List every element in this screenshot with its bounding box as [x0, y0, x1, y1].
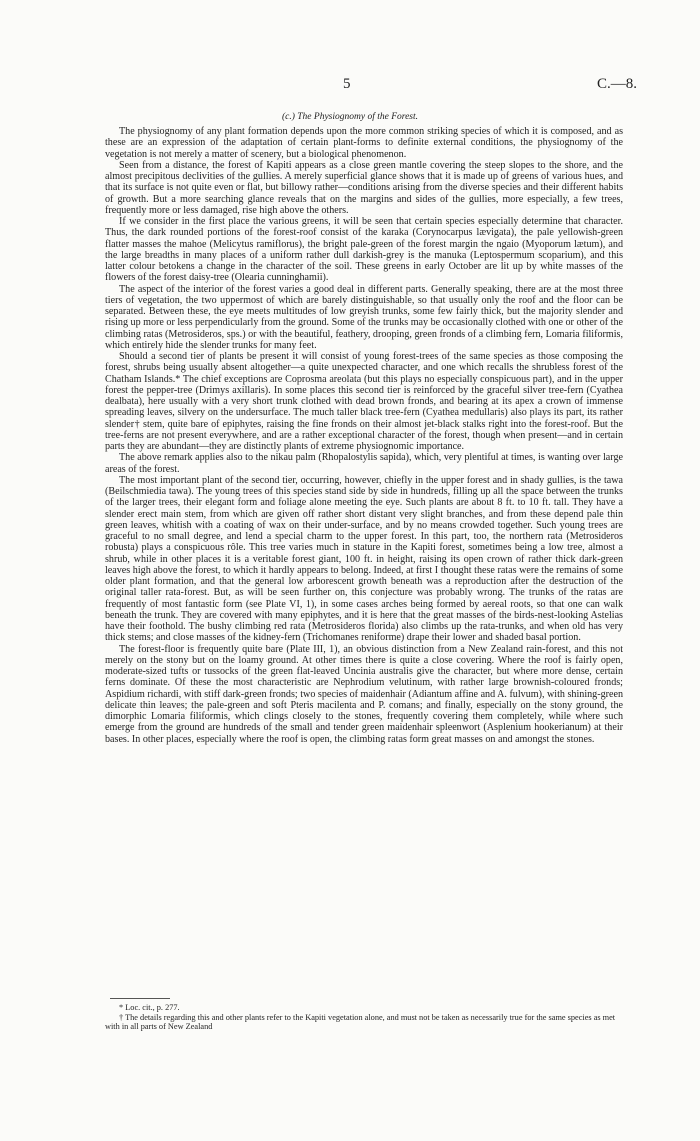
footnotes [105, 1003, 623, 1032]
paragraph: Seen from a distance, the forest of Kapiti appears as a close green mantle covering the steep slopes to the shore, and the almost precipitous declivities of the gullies. A merely superficial glance shows that it is made up of greens of various hues, and that its surface is not quite even or flat, but billowy rather—conditions arising from the diverse species and their different habits of growth. But a more searching glance reveals that on the margins and sides of the gullies, more especially, a few trees, frequently more or less damaged, rise high above the others. [105, 159, 623, 216]
paragraph: The physiognomy of any plant formation depends upon the more common striking species of which it is composed, and as these are an expression of the adaptation of certain plant-forms to definite external conditions, the physiognomy of the vegetation is not merely a matter of scenery, but a biological phenomenon. [105, 126, 623, 160]
document-reference: C.—8. [596, 76, 637, 92]
paragraph: The above remark applies also to the nikau palm (Rhopalostylis sapida), which, very plentiful at times, is wanting over large areas of the forest. [105, 452, 623, 475]
page-number: 5 [343, 76, 351, 92]
footnote: † The details regarding this and other plants refer to the Kapiti vegetation alone, and must not be taken as necessarily true for the same species as met with in all parts of New Zealand [105, 1012, 616, 1032]
footnote: * Loc. cit., p. 277. [119, 1003, 180, 1012]
footnote-divider [110, 998, 170, 999]
page-header [0, 76, 700, 96]
paragraph: The most important plant of the second tier, occurring, however, chiefly in the upper forest and in shady gullies, is the tawa (Beilschmiedia tawa). The young trees of this species stand side by side in hundreds, filling up all the space between the trunks of the larger trees, their elegant form and foliage alone meeting the eye. Such plants are about 8 ft. to 10 ft. tall. They have a slender erect main stem, from which are given off rather short distant very slight branches, and from these depend pale thin green leaves, whitish with a coating of wax on their under-surface, and by no means crowded together. Such young trees are graceful to no small degree, and lend a special charm to the upper forest. In this part, too, the northern rata (Metrosideros robusta) plays a conspicuous rôle. This tree varies much in stature in the Kapiti forest, sometimes being a low tree, almost a shrub, while in other places it is a veritable forest giant, 100 ft. in height, raising its open crown of rather thick dark-green leaves high above the forest, to which it hardly appears to belong. Indeed, at first I thought these ratas were the remains of some older plant formation, and that the general low arborescent growth beneath was a reproduction after the destruction of the original taller rata-forest. But, as will be seen further on, this conjecture was probably wrong. The trunks of the ratas are frequently of most fantastic form (see Plate VI, 1), in some cases arches being formed by aereal roots, so that one can walk beneath the trunk. They are covered with many epiphytes, and it is here that the great masses of the birds-nest-looking Astelias have their foothold. The bushy climbing red rata (Metrosideros florida) also climbs up the rata-trunks, and when old has very thick stems; and close masses of the kidney-fern (Trichomanes reniforme) drape their lower and shaded basal portion. [105, 474, 623, 644]
paragraph: The forest-floor is frequently quite bare (Plate III, 1), an obvious distinction from a New Zealand rain-forest, and this not merely on the stony but on the loamy ground. At other times there is quite a close covering. Where the roof is fairly open, moderate-sized tufts or tussocks of the green flat-leaved Uncinia australis give the character, but where more dense, certain ferns dominate. Of these the most characteristic are Nephrodium velutinum, with rather large brownish-coloured fronds; Aspidium richardi, with stiff dark-green fronds; two species of maidenhair (Adiantum affine and A. fulvum), with shining-green delicate thin leaves; the pale-green and soft Pteris macilenta and P. comans; and finally, especially on the stony ground, the dimorphic Lomaria filiformis, which clings closely to the stones, frequently covering them completely, while where such emerge from the ground are hundreds of the small and tender green maidenhair spleenwort (Asplenium hookerianum) at their bases. In other places, especially where the roof is open, the climbing ratas form great masses on and amongst the stones. [105, 643, 623, 745]
section-title: (c.) The Physiognomy of the Forest. [281, 112, 419, 122]
paragraph: If we consider in the first place the various greens, it will be seen that certain species especially determine that character. Thus, the dark rounded portions of the forest-roof consist of the karaka (Corynocarpus lævigata), the pale yellowish-green flatter masses the mahoe (Melicytus ramiflorus), the bright pale-green of the forest margin the ngaio (Myoporum lætum), and the large breadths in many places of a uniform rather dull darkish-grey is the manuka (Leptospermum scoparium), and this latter colour betokens a change in the character of the soil. These greens in early October are lit up by white masses of the flowers of the forest daisy-tree (Olearia cunninghamii). [105, 216, 623, 284]
paragraph: Should a second tier of plants be present it will consist of young forest-trees of the same species as those composing the forest, shrubs being usually absent altogether—a quite unexpected character, and one which recalls the shrubless forest of the Chatham Islands.* The chief exceptions are Coprosma areolata (but this plays no especially conspicuous part), and in the upper forest the pepper-tree (Drimys axillaris). In some places this second tier is reinforced by the graceful silver tree-fern (Cyathea dealbata), here usually with a very short trunk clothed with dead brown fronds, and bearing at its apex a crown of immense spreading leaves, silvery on the undersurface. The much taller black tree-fern (Cyathea medullaris) also plays its part, its rather slender† stem, quite bare of epiphytes, raising the fine fronds on their almost jet-black stalks right into the forest-roof. But the tree-ferns are not present everywhere, and are a rather exceptional character of the forest, though when present—and in certain parts they are abundant—they are distinctly plants of extreme physiognomic importance. [105, 351, 623, 452]
paragraph: The aspect of the interior of the forest varies a good deal in different parts. Generally speaking, there are at the most three tiers of vegetation, the two uppermost of which are barely distinguishable, so that usually only the roof and the floor can be separated. Between these, the eye meets multitudes of low greyish trunks, some few fairly thick, but the majority slender and rising up more or less perpendicularly from the ground. Some of the trunks may be occasionally clothed with one or other of the climbing ratas (Metrosideros, sps.) or with the beautiful, feathery, drooping, green fronds of a climbing fern, Lomaria filiformis, which entirely hide the slender trunks for many feet. [105, 283, 623, 351]
body-text [105, 126, 623, 745]
